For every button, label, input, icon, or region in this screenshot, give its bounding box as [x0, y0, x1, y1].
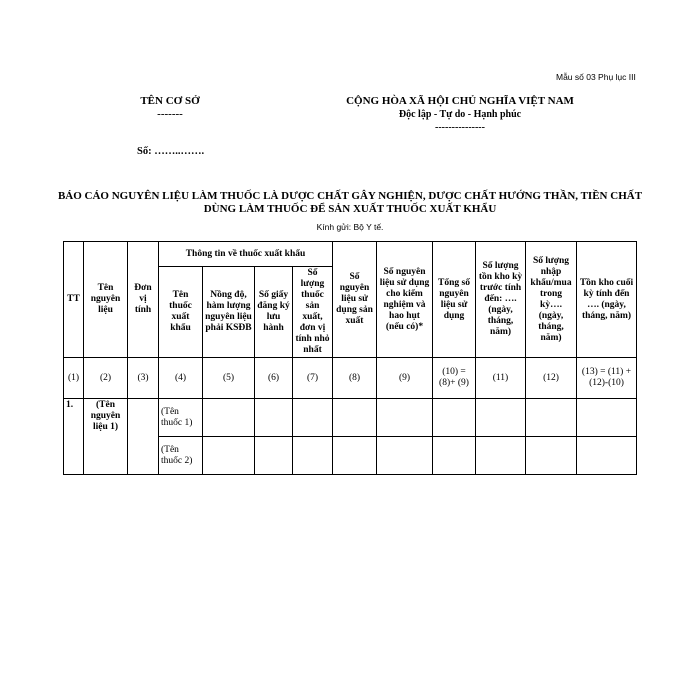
republic-name: CỘNG HÒA XÃ HỘI CHỦ NGHĨA VIỆT NAM — [346, 95, 574, 107]
header-closing-stock: Tồn kho cuối kỳ tính đến …. (ngày, tháng, năm) — [577, 242, 637, 358]
header-total-used: Tổng số nguyên liệu sử dụng — [433, 242, 476, 358]
header-prior-stock: Số lượng tồn kho kỳ trước tính đến: …. (ngày, tháng, năm) — [476, 242, 526, 358]
column-number: (10) = (8)+ (9) — [433, 358, 476, 399]
motto-underline: --------------- — [435, 122, 485, 133]
column-number: (13) = (11) + (12)-(10) — [577, 358, 637, 399]
column-number: (8) — [333, 358, 377, 399]
column-number: (5) — [203, 358, 255, 399]
report-table — [63, 241, 637, 475]
column-number-row — [64, 358, 637, 399]
column-number: (1) — [64, 358, 84, 399]
recipient-line: Kính gửi: Bộ Y tế. — [316, 222, 384, 232]
empty-cell — [526, 399, 577, 437]
report-title — [50, 190, 650, 216]
header-concentration: Nồng độ, hàm lượng nguyên liệu phải KSĐB — [203, 267, 255, 358]
column-number: (4) — [159, 358, 203, 399]
empty-cell — [203, 399, 255, 437]
header-unit: Đơn vị tính — [128, 242, 159, 358]
column-number: (12) — [526, 358, 577, 399]
form-number: Mẫu số 03 Phụ lục III — [556, 72, 636, 82]
empty-cell — [476, 399, 526, 437]
empty-cell — [293, 399, 333, 437]
header-tt: TT — [64, 242, 84, 358]
header-registration: Số giấy đăng ký lưu hành — [255, 267, 293, 358]
table-row — [64, 399, 637, 437]
report-title-line2: DÙNG LÀM THUỐC ĐỂ SẢN XUẤT THUỐC XUẤT KHẨU — [203, 203, 497, 215]
column-number: (9) — [377, 358, 433, 399]
column-number: (7) — [293, 358, 333, 399]
column-number: (3) — [128, 358, 159, 399]
facility-underline: ------- — [157, 108, 183, 120]
national-motto: Độc lập - Tự do - Hạnh phúc — [398, 109, 522, 120]
empty-cell — [333, 437, 377, 475]
empty-cell — [577, 437, 637, 475]
empty-cell — [476, 437, 526, 475]
empty-cell — [255, 437, 293, 475]
facility-header — [118, 95, 222, 121]
header-row-1 — [64, 242, 637, 267]
report-title-line1: BÁO CÁO NGUYÊN LIỆU LÀM THUỐC LÀ DƯỢC CHẤT GÂY NGHIỆN, DƯỢC CHẤT HƯỚNG THẦN, TIỀN CHẤT — [57, 190, 643, 202]
column-number: (2) — [84, 358, 128, 399]
column-number: (6) — [255, 358, 293, 399]
document-number: Số: ……..……. — [137, 146, 205, 157]
national-header — [330, 95, 590, 134]
empty-cell — [333, 399, 377, 437]
empty-cell — [526, 437, 577, 475]
row-index: 1. — [64, 399, 84, 475]
empty-cell — [577, 399, 637, 437]
row-drug-name-2: (Tên thuốc 2) — [159, 437, 203, 475]
header-material-used: Số nguyên liệu sử dụng sản xuất — [333, 242, 377, 358]
row-unit-cell — [128, 399, 159, 475]
header-testing-loss: Số nguyên liệu sử dụng cho kiểm nghiệm và hao hụt (nếu có)* — [377, 242, 433, 358]
header-imported: Số lượng nhập khẩu/mua trong kỳ…. (ngày, tháng, năm) — [526, 242, 577, 358]
column-number: (11) — [476, 358, 526, 399]
empty-cell — [433, 399, 476, 437]
row-drug-name-1: (Tên thuốc 1) — [159, 399, 203, 437]
header-quantity-produced: Số lượng thuốc sản xuất, đơn vị tính nhỏ nhất — [293, 267, 333, 358]
empty-cell — [203, 437, 255, 475]
empty-cell — [377, 437, 433, 475]
row-material-name: (Tên nguyên liệu 1) — [84, 399, 128, 475]
empty-cell — [255, 399, 293, 437]
header-export-info: Thông tin về thuốc xuất khẩu — [159, 242, 333, 267]
empty-cell — [293, 437, 333, 475]
empty-cell — [433, 437, 476, 475]
header-drug-name: Tên thuốc xuất khẩu — [159, 267, 203, 358]
empty-cell — [377, 399, 433, 437]
header-material-name: Tên nguyên liệu — [84, 242, 128, 358]
facility-name-label: TÊN CƠ SỞ — [140, 95, 200, 107]
